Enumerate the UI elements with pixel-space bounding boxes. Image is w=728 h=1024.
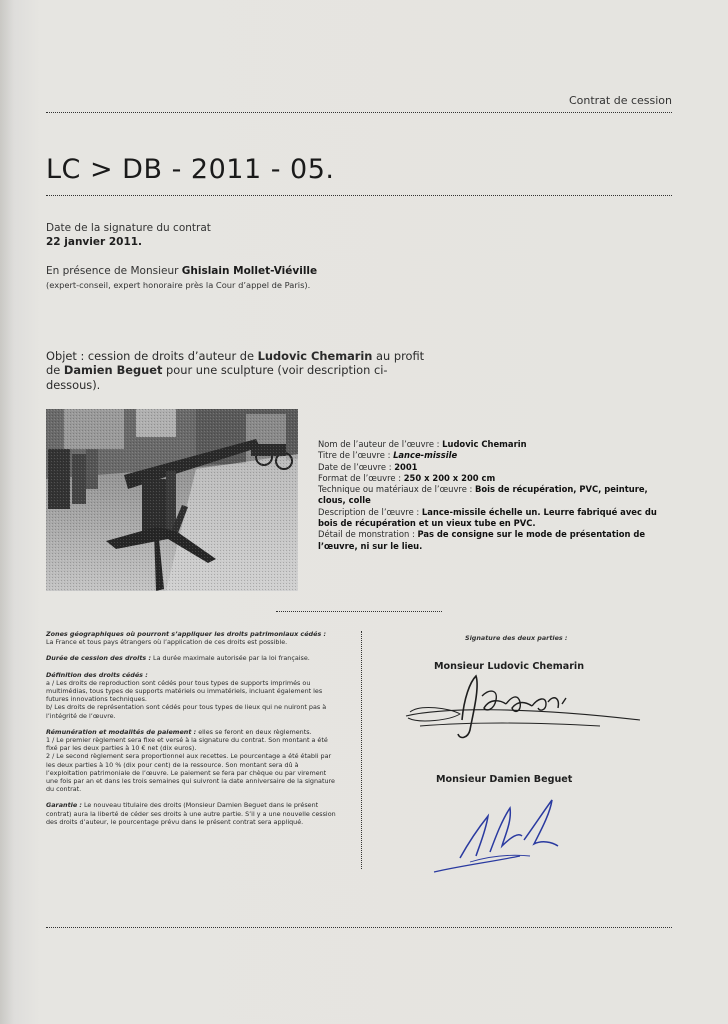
footer-divider <box>46 927 672 928</box>
clause-zones <box>46 630 336 646</box>
header-title: Contrat de cession <box>568 94 672 107</box>
clause-remuneration <box>46 728 336 794</box>
garantie-title: Garantie : <box>46 801 82 810</box>
party1-name: Monsieur Ludovic Chemarin <box>434 661 585 672</box>
garantie-text: Le nouveau titulaire des droits (Monsieur Damien Beguet dans le présent contrat) aura la liberté de céder ses droits à une autre partie. S’il y a une nouvelle cession des droits d’auteur, le pourcentage prévu dans le présent contrat sera appliqué. <box>46 801 336 826</box>
artwork-format-row <box>318 473 668 484</box>
artwork-technique-value: Bois de récupération, PVC, peinture, clous, colle <box>318 484 648 506</box>
zones-title: Zones géographiques où pourront s’appliquer les droits patrimoniaux cédés : <box>46 630 327 638</box>
party1-signature-graphic <box>400 668 645 760</box>
party2-name: Monsieur Damien Beguet <box>436 774 573 785</box>
artwork-description-value: Lance-missile échelle un. Leurre fabriqué avec du bois de récupération et un vieux tube en PVC. <box>318 506 657 529</box>
objet-text-1: Objet : cession de droits d’auteur de <box>46 349 258 363</box>
artwork-author-value: Ludovic Chemarin <box>442 439 527 449</box>
presence-line <box>46 265 317 277</box>
remuneration-1: 1 / Le premier règlement sera fixe et versé à la signature du contrat. Son montant a été fixé par les deux parties à 10 € net (dix euros). <box>46 736 328 753</box>
clauses-column <box>46 630 336 834</box>
artwork-photo <box>46 409 298 591</box>
artwork-title-label: Titre de l’œuvre : <box>318 450 394 461</box>
zones-text: La France et tous pays étrangers où l’application de ces droits est possible. <box>46 638 288 647</box>
artwork-date-value: 2001 <box>394 461 418 472</box>
artwork-display-label: Détail de monstration : <box>318 529 418 540</box>
party1-signature <box>400 668 645 764</box>
clause-garantie <box>46 801 336 826</box>
artwork-title-row <box>318 450 668 461</box>
title-divider <box>46 195 672 196</box>
artwork-description-row <box>318 507 668 530</box>
definition-title: Définition des droits cédés : <box>46 670 148 679</box>
artwork-technique-row <box>318 484 668 507</box>
clause-definition <box>46 671 336 720</box>
objet-author: Ludovic Chemarin <box>257 349 373 363</box>
section-divider <box>276 611 442 612</box>
party2-signature-graphic <box>430 796 570 878</box>
column-divider <box>361 631 362 869</box>
definition-b: b/ Les droits de représentation sont cédés pour tous types de lieux qui ne nuiront pas à l’intégrité de l’œuvre. <box>46 703 327 720</box>
signatures-title: Signature des deux parties : <box>465 634 568 642</box>
artwork-description-label: Description de l’œuvre : <box>318 506 422 517</box>
remuneration-2: 2 / Le second règlement sera proportionnel aux recettes. Le pourcentage a été établi par les deux parties à 10 % (dix pour cent) de la ressource. Son montant sera dû à l’exploitation patrimoniale de l’œuvre. Le paiement se fera par chèque ou par virement une fois par an et dans les trois semaines qui suivront la date anniversaire de la signature du contrat. <box>46 752 335 794</box>
objet-beneficiary: Damien Beguet <box>63 363 163 378</box>
artwork-details <box>318 439 668 552</box>
artwork-format-label: Format de l’œuvre : <box>318 472 404 483</box>
contract-object <box>46 349 426 392</box>
artwork-format-value: 250 x 200 x 200 cm <box>403 472 496 483</box>
header-divider <box>46 112 672 113</box>
duree-title: Durée de cession des droits : <box>46 654 152 663</box>
remuneration-intro: elles se feront en deux règlements. <box>196 727 312 736</box>
contract-reference: LC > DB - 2011 - 05. <box>46 154 335 185</box>
objet-text-3: pour une sculpture (voir description ci-dessous). <box>46 363 388 392</box>
objet-text-2: au profit de <box>46 349 425 378</box>
signature-date: 22 janvier 2011. <box>46 236 143 248</box>
clause-duree <box>46 654 336 662</box>
artwork-display-row <box>318 529 668 552</box>
artwork-technique-label: Technique ou matériaux de l’œuvre : <box>318 484 475 495</box>
expert-note: (expert-conseil, expert honoraire près la Cour d’appel de Paris). <box>46 280 311 290</box>
remuneration-title: Rémunération et modalités de paiement : <box>46 727 197 736</box>
artwork-author-label: Nom de l’auteur de l’œuvre : <box>318 439 443 449</box>
artwork-title-value: Lance-missile <box>393 450 458 461</box>
party2-signature <box>430 796 570 882</box>
presence-prefix: En présence de Monsieur <box>46 265 182 277</box>
duree-text: La durée maximale autorisée par la loi française. <box>151 654 310 663</box>
definition-a: a / Les droits de reproduction sont cédés pour tous types de supports imprimés ou multimédias, tous types de supports matériels ou immatériels, incluant également les futures innovations techniques. <box>46 678 323 704</box>
artwork-date-row <box>318 462 668 473</box>
artwork-photo-illustration <box>46 409 298 591</box>
artwork-date-label: Date de l’œuvre : <box>318 461 395 472</box>
artwork-display-value: Pas de consigne sur le mode de présentation de l’œuvre, ni sur le lieu. <box>318 529 646 551</box>
expert-name: Ghislain Mollet-Viéville <box>181 265 318 277</box>
artwork-author-row <box>318 439 668 450</box>
signature-date-label: Date de la signature du contrat <box>46 222 211 234</box>
